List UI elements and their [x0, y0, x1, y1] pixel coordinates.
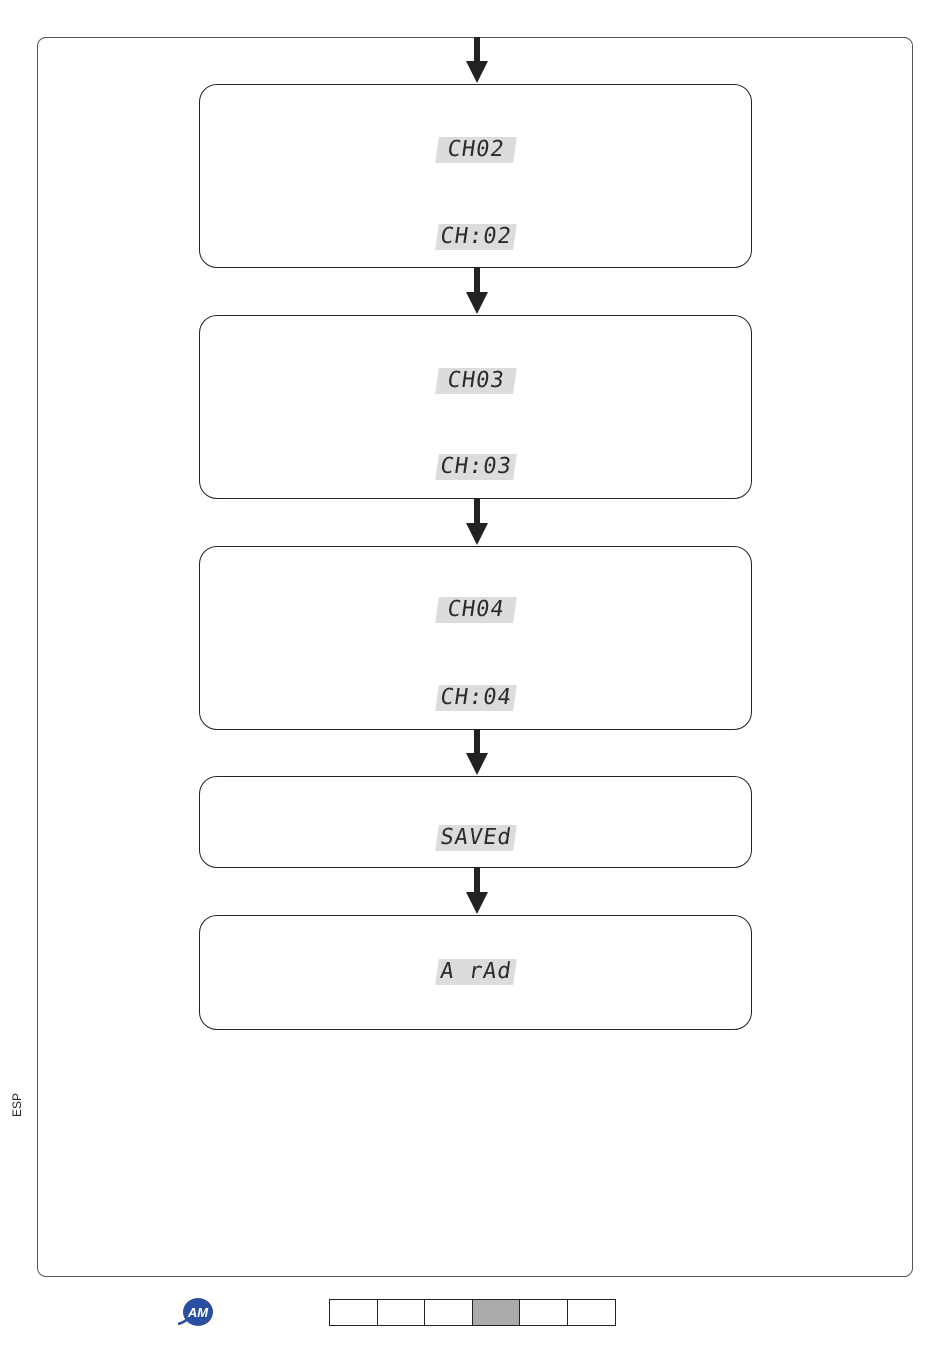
nav-cell-active[interactable]	[472, 1299, 521, 1326]
brand-logo-icon	[176, 1297, 214, 1327]
nav-cell[interactable]	[567, 1299, 616, 1326]
flow-arrow-down-icon	[466, 498, 488, 545]
nav-cell[interactable]	[519, 1299, 568, 1326]
nav-cell[interactable]	[377, 1299, 426, 1326]
nav-cell[interactable]	[329, 1299, 378, 1326]
lcd-display: CH02	[435, 137, 517, 163]
nav-cell[interactable]	[424, 1299, 473, 1326]
lcd-display: CH04	[435, 597, 517, 623]
flow-arrow-down-icon	[466, 37, 488, 83]
lcd-display: CH:02	[435, 224, 517, 250]
page-nav	[329, 1299, 616, 1326]
logo-letters: AM	[187, 1305, 209, 1320]
flow-arrow-down-icon	[466, 729, 488, 775]
lcd-display: SAVEd	[435, 825, 517, 851]
flow-arrow-down-icon	[466, 267, 488, 314]
flow-arrow-down-icon	[466, 867, 488, 914]
lcd-display: CH:03	[435, 454, 517, 480]
step-box-saved	[199, 776, 752, 868]
lcd-display: A rAd	[435, 959, 517, 985]
language-label: ESP	[10, 1092, 24, 1117]
lcd-display: CH03	[435, 368, 517, 394]
lcd-display: CH:04	[435, 685, 517, 711]
